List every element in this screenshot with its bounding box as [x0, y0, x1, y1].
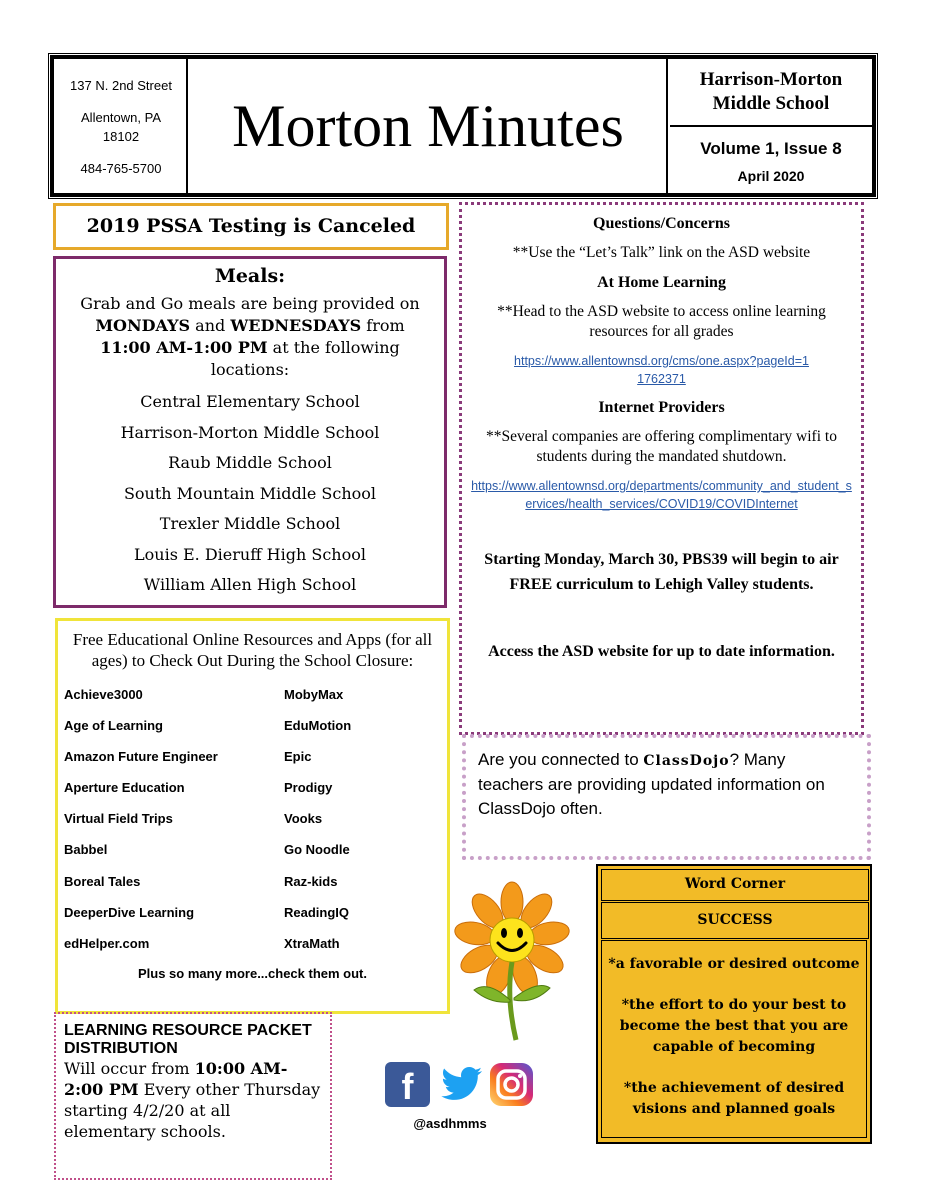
resource-item: Virtual Field Trips [64, 811, 173, 827]
meals-day-monday: MONDAYS [95, 316, 191, 335]
meals-location: Harrison-Morton Middle School [120, 422, 380, 442]
resource-item: Aperture Education [64, 780, 185, 796]
resource-item: MobyMax [284, 687, 344, 702]
meals-location: William Allen High School [143, 575, 357, 594]
internet-link[interactable]: https://www.allentownsd.org/departments/community_and_student_services/health_services/COVID19/COVIDInternet [471, 479, 852, 511]
resource-item: DeeperDive Learning [64, 904, 195, 920]
smiley-flower-image [452, 880, 572, 1045]
resource-item: XtraMath [284, 935, 340, 951]
home-learning-text: **Head to the ASD website to access online learning resources for all grades [497, 303, 826, 340]
resource-item: Vooks [284, 811, 323, 827]
address-block [54, 59, 188, 193]
volume-issue: Volume 1, Issue 8 [700, 139, 842, 158]
address-street: 137 N. 2nd Street [70, 78, 172, 93]
internet-heading: Internet Providers [598, 399, 725, 416]
meals-time: 11:00 AM-1:00 PM [100, 338, 268, 357]
resource-item: Babbel [64, 842, 108, 858]
word-definition: *the achievement of desired visions and planned goals [623, 1080, 845, 1117]
classdojo-name: ClassDojo [643, 753, 730, 769]
packet-box [54, 1012, 332, 1180]
address-city: Allentown, PA [81, 110, 161, 125]
social-handle: @asdhmms [413, 1116, 487, 1131]
meals-location: Louis E. Dieruff High School [134, 544, 366, 564]
packet-text: Will occur from 10:00 AM-2:00 PM Every other Thursday starting 4/2/20 at all elementary schools. [64, 1059, 321, 1141]
facebook-icon[interactable]: f [385, 1062, 430, 1107]
resources-list-left [64, 685, 274, 965]
home-learning-link[interactable]: https://www.allentownsd.org/cms/one.aspx?pageId=11762371 [514, 354, 809, 386]
pbs-notice: Starting Monday, March 30, PBS39 will begin to air FREE curriculum to Lehigh Valley students. [484, 551, 839, 593]
resource-item: Go Noodle [284, 842, 350, 858]
word-of-day: SUCCESS [601, 902, 869, 939]
address-phone: 484-765-5700 [80, 161, 162, 176]
asd-website-notice: Access the ASD website for up to date information. [488, 643, 835, 660]
resource-item: Age of Learning [64, 718, 163, 734]
newsletter-title: Morton Minutes [190, 59, 668, 193]
issue-info [670, 129, 872, 193]
word-corner-title: Word Corner [601, 869, 869, 901]
resources-box [55, 618, 450, 1014]
classdojo-box: Are you connected to ClassDojo? Many teachers are providing updated information on ClassDojo often. [462, 734, 871, 860]
word-definitions [601, 940, 867, 1138]
meals-locations [56, 387, 444, 601]
resources-more: Plus so many more...check them out. [137, 966, 367, 981]
issue-date: April 2020 [737, 168, 805, 184]
school-name-line1: Harrison-Morton [699, 69, 843, 90]
resources-list-right [284, 685, 444, 965]
instagram-icon[interactable] [489, 1062, 534, 1107]
resource-item: Prodigy [284, 780, 333, 796]
resource-item: Raz-kids [284, 873, 338, 889]
meals-location: South Mountain Middle School [123, 483, 377, 503]
meals-location: Trexler Middle School [159, 514, 341, 533]
questions-text: **Use the “Let’s Talk” link on the ASD website [512, 244, 811, 261]
resource-item: edHelper.com [64, 935, 150, 951]
word-definition: *a favorable or desired outcome [608, 956, 860, 972]
resource-item: Amazon Future Engineer [64, 749, 218, 765]
meals-box [53, 256, 447, 608]
meals-day-wednesday: WEDNESDAYS [230, 316, 362, 335]
school-name-line2: Middle School [712, 93, 830, 114]
word-definition: *the effort to do your best to become the best that you are capable of becoming [619, 997, 849, 1055]
info-box [459, 202, 864, 735]
resource-item: ReadingIQ [284, 904, 350, 920]
resource-item: Boreal Tales [64, 873, 141, 889]
packet-heading: LEARNING RESOURCE PACKET DISTRIBUTION [64, 1022, 312, 1057]
meals-location: Central Elementary School [140, 392, 360, 411]
meals-heading: Meals: [214, 265, 286, 287]
address-zip: 18102 [102, 129, 140, 144]
school-name [670, 59, 872, 127]
masthead [50, 55, 876, 197]
resources-heading: Free Educational Online Resources and Apps (for all ages) to Check Out During the School Closure: [72, 630, 433, 670]
internet-text: **Several companies are offering complimentary wifi to students during the mandated shutdown. [486, 428, 837, 465]
packet-time: 10:00 AM-2:00 PM [64, 1059, 288, 1099]
resource-item: Epic [284, 749, 312, 765]
questions-heading: Questions/Concerns [593, 215, 730, 232]
resource-item: EduMotion [284, 718, 352, 734]
pssa-notice: 2019 PSSA Testing is Canceled [53, 203, 449, 250]
word-corner-box [596, 864, 872, 1144]
home-learning-heading: At Home Learning [597, 274, 726, 291]
twitter-icon[interactable] [441, 1066, 483, 1104]
resource-item: Achieve3000 [64, 687, 143, 702]
meals-location: Raub Middle School [168, 453, 332, 472]
meals-intro: Grab and Go meals are being provided on MONDAYS and WEDNESDAYS from 11:00 AM-1:00 PM at the following locations: [80, 294, 420, 379]
